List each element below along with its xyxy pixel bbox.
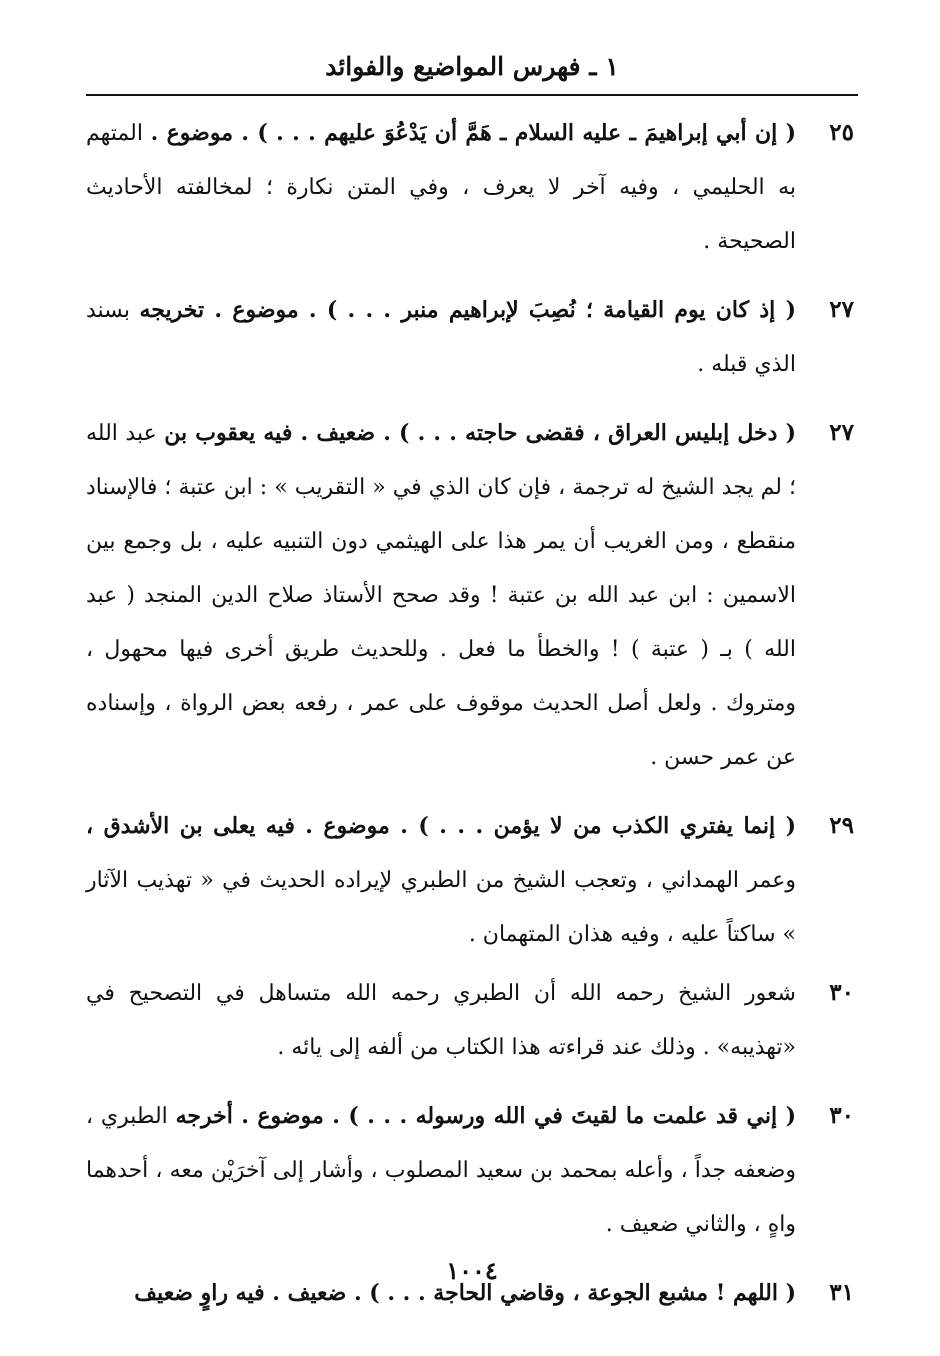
index-entry <box>86 1089 858 1252</box>
page-header-title: ١ ـ فهرس المواضيع والفوائد <box>325 52 619 81</box>
index-entry <box>86 106 858 269</box>
index-entry <box>86 406 858 785</box>
entry-commentary: بسند الذي قبله . <box>86 298 796 377</box>
entry-text <box>86 799 796 962</box>
index-entry <box>86 966 858 1075</box>
index-entries <box>86 106 858 1335</box>
entry-page-number: ٣٠ <box>829 1102 854 1129</box>
entry-hadith-lead: ( إني قد علمت ما لقيتَ في الله ورسوله . . . ) . موضوع . أخرجه <box>175 1103 796 1129</box>
entry-hadith-lead: ( إذ كان يوم القيامة ؛ نُصِبَ لإبراهيم منبر . . . ) . موضوع . تخريجه <box>139 297 796 323</box>
entry-commentary: شعور الشيخ رحمه الله أن الطبري رحمه الله متساهل في التصحيح في «تهذيبه» . وذلك عند قراءته هذا الكتاب من ألفه إلى يائه . <box>86 981 796 1060</box>
index-entry <box>86 283 858 392</box>
entry-commentary: وعمر الهمداني ، وتعجب الشيخ من الطبري لإيراده الحديث في « تهذيب الآثار » ساكتاً عليه ، وفيه هذان المتهمان . <box>86 868 796 947</box>
entry-text <box>86 966 796 1075</box>
entry-page-number: ٣٠ <box>829 979 854 1006</box>
entry-hadith-lead: ( إن أبي إبراهيمَ ـ عليه السلام ـ هَمَّ أن يَدْعُوَ عليهم . . . ) . موضوع . <box>150 120 796 146</box>
entry-hadith-lead: ( إنما يفتري الكذب من لا يؤمن . . . ) . موضوع . فيه يعلى بن الأشدق ، <box>86 813 796 839</box>
entry-text <box>86 406 796 785</box>
entry-commentary: المتهم به الحليمي ، وفيه آخر لا يعرف ، وفي المتن نكارة ؛ لمخالفته الأحاديث الصحيحة . <box>86 121 796 254</box>
entry-text <box>86 1089 796 1252</box>
entry-hadith-lead: ( اللهم ! مشبع الجوعة ، وقاضي الحاجة . . . ) . ضعيف . فيه راوٍ ضعيف <box>134 1280 796 1306</box>
entry-page-number: ٣١ <box>829 1279 854 1306</box>
entry-page-number: ٢٧ <box>829 419 854 446</box>
header-divider <box>86 94 858 96</box>
index-entry <box>86 799 858 962</box>
entry-hadith-lead: ( دخل إبليس العراق ، فقضى حاجته . . . ) . ضعيف . فيه يعقوب بن <box>164 420 797 446</box>
entry-page-number: ٢٩ <box>829 812 854 839</box>
entry-commentary: عبد الله ؛ لم يجد الشيخ له ترجمة ، فإن كان الذي في « التقريب » : ابن عتبة ؛ فالإسناد منقطع ، ومن الغريب أن يمر هذا على الهيثمي دون التنبيه عليه ، بل وجمع بين الاسمين : ابن عبد الله بن عتبة ! وقد صحح الأستاذ صلاح الدين المنجد ( عبد الله ) بـ ( عتبة ) ! والخطأ ما فعل . وللحديث طريق أخرى فيها محهول ، ومتروك . ولعل أصل الحديث موقوف على عمر ، رفعه بعض الرواة ، وإسناده عن عمر حسن . <box>86 421 796 770</box>
entry-text <box>86 283 796 392</box>
entry-page-number: ٢٧ <box>829 296 854 323</box>
entry-text <box>86 106 796 269</box>
entry-page-number: ٢٥ <box>829 119 854 146</box>
entry-commentary: الطبري ، وضعفه جداً ، وأعله بمحمد بن سعيد المصلوب ، وأشار إلى آخرَيْن معه ، أحدهما واهٍ ، والثاني ضعيف . <box>86 1104 796 1237</box>
page-number: ١٠٠٤ <box>446 1256 498 1285</box>
